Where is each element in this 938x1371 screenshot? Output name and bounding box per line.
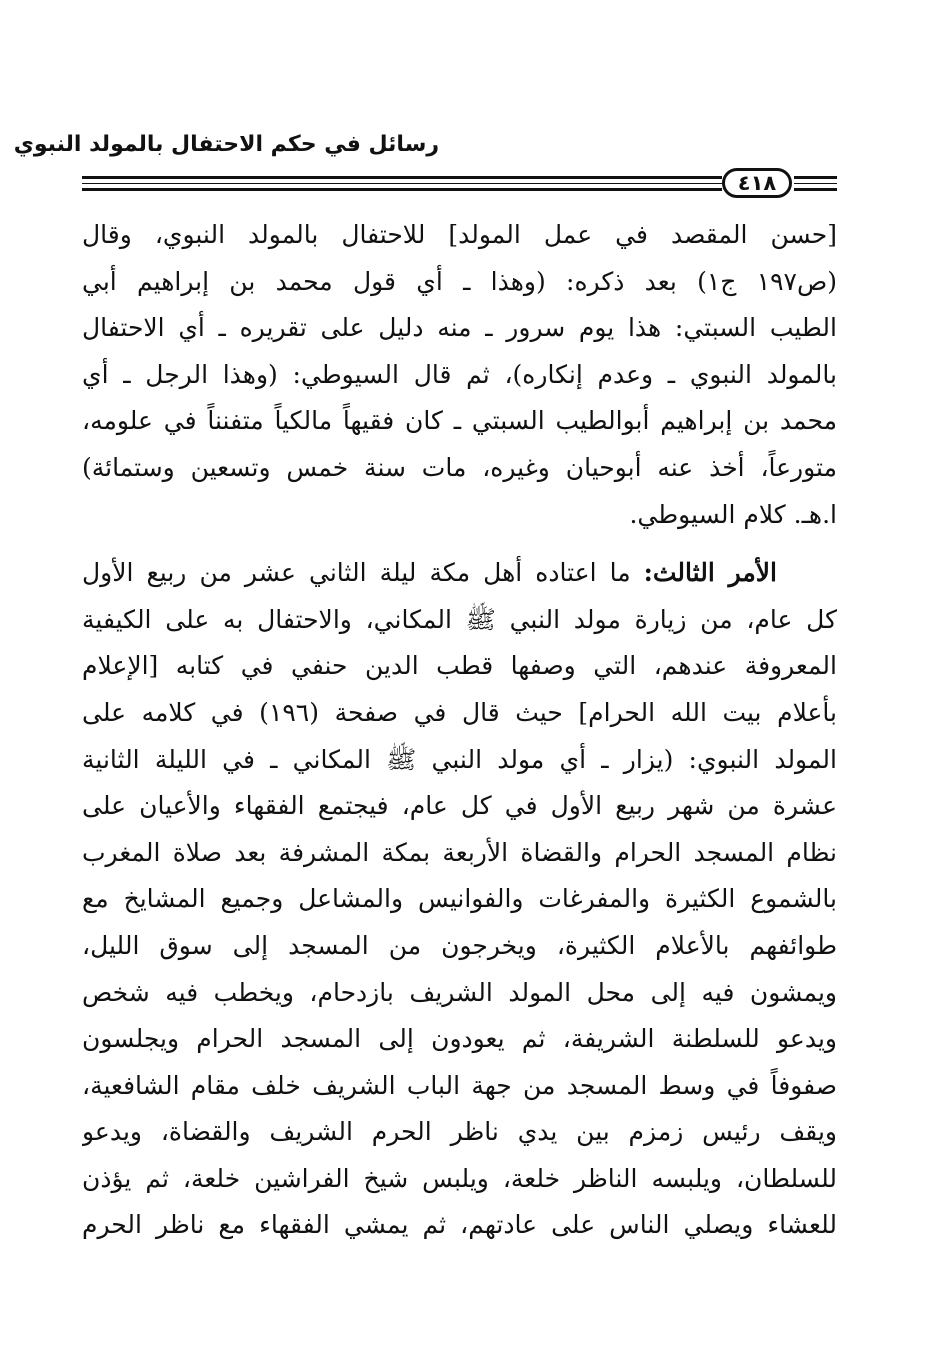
header-rule: [82, 188, 722, 191]
text-line: ويدعو للسلطنة الشريفة، ثم يعودون إلى المسجد الحرام ويجلسون: [82, 1024, 837, 1054]
text-line: الطيب السبتي: هذا يوم سرور ـ منه دليل على تقريره ـ أي الاحتفال: [82, 313, 837, 343]
text-line: للسلطان، ويلبسه الناظر خلعة، ويلبس شيخ الفراشين خلعة، ثم يؤذن: [82, 1163, 837, 1193]
paragraph-2: [82, 550, 837, 1249]
page-header: [13, 120, 837, 210]
running-title: رسائل في حكم الاحتفال بالمولد النبوي: [13, 132, 439, 157]
text-line: المعروفة عندهم، التي وصفها قطب الدين حنفي في كتابه [الإعلام: [82, 651, 837, 681]
paragraph-1: [82, 212, 837, 538]
text-line: (ص١٩٧ ج١) بعد ذكره: (وهذا ـ أي قول محمد بن إبراهيم أبي: [82, 266, 837, 296]
text-line: للعشاء ويصلي الناس على عادتهم، ثم يمشي الفقهاء مع ناظر الحرم: [82, 1210, 837, 1240]
text-line: ويمشون فيه إلى محل المولد الشريف بازدحام، ويخطب فيه شخص: [82, 977, 837, 1007]
header-rule: [794, 188, 837, 191]
header-rule: [82, 176, 722, 179]
body-text: [82, 212, 837, 1249]
text-line: بالمولد النبوي ـ وعدم إنكاره)، ثم قال السيوطي: (وهذا الرجل ـ أي: [82, 359, 837, 389]
text-line: المولد النبوي: (يزار ـ أي مولد النبي ﷺ المكاني ـ في الليلة الثانية: [82, 744, 837, 774]
text-line: متورعاً، أخذ عنه أبوحيان وغيره، مات سنة خمس وتسعين وستمائة): [82, 452, 837, 482]
text-line: ويقف رئيس زمزم بين يدي ناظر الحرم الشريف والقضاة، ويدعو: [82, 1117, 837, 1147]
text-line: صفوفاً في وسط المسجد من جهة الباب الشريف خلف مقام الشافعية،: [82, 1070, 837, 1100]
text-line: ا.هـ. كلام السيوطي.: [629, 499, 837, 529]
text-line: محمد بن إبراهيم أبوالطيب السبتي ـ كان فقيهاً مالكياً متفنناً في علومه،: [82, 406, 837, 436]
text-line-rest: ما اعتاده أهل مكة ليلة الثاني عشر من ربيع الأول: [82, 558, 631, 588]
header-rule: [794, 183, 837, 184]
section-lead: الأمر الثالث:: [643, 558, 777, 588]
header-rule: [794, 176, 837, 179]
text-line: طوائفهم بالأعلام الكثيرة، ويخرجون من المسجد إلى سوق الليل،: [82, 930, 837, 960]
text-line: عشرة من شهر ربيع الأول في كل عام، فيجتمع الفقهاء والأعيان على: [82, 791, 837, 821]
text-line: كل عام، من زيارة مولد النبي ﷺ المكاني، والاحتفال به على الكيفية: [82, 604, 837, 634]
text-line: [82, 550, 837, 597]
page-number: ٤١٨: [722, 168, 792, 198]
text-line: بأعلام بيت الله الحرام] حيث قال في صفحة (١٩٦) في كلامه على: [82, 697, 837, 727]
text-line: نظام المسجد الحرام والقضاة الأربعة بمكة المشرفة بعد صلاة المغرب: [82, 837, 837, 867]
text-line: [حسن المقصد في عمل المولد] للاحتفال بالمولد النبوي، وقال: [82, 220, 837, 249]
paragraph-gap: [82, 538, 837, 550]
text-line: بالشموع الكثيرة والمفرغات والفوانيس والمشاعل وجميع المشايخ مع: [82, 884, 837, 914]
header-rule: [82, 183, 722, 184]
